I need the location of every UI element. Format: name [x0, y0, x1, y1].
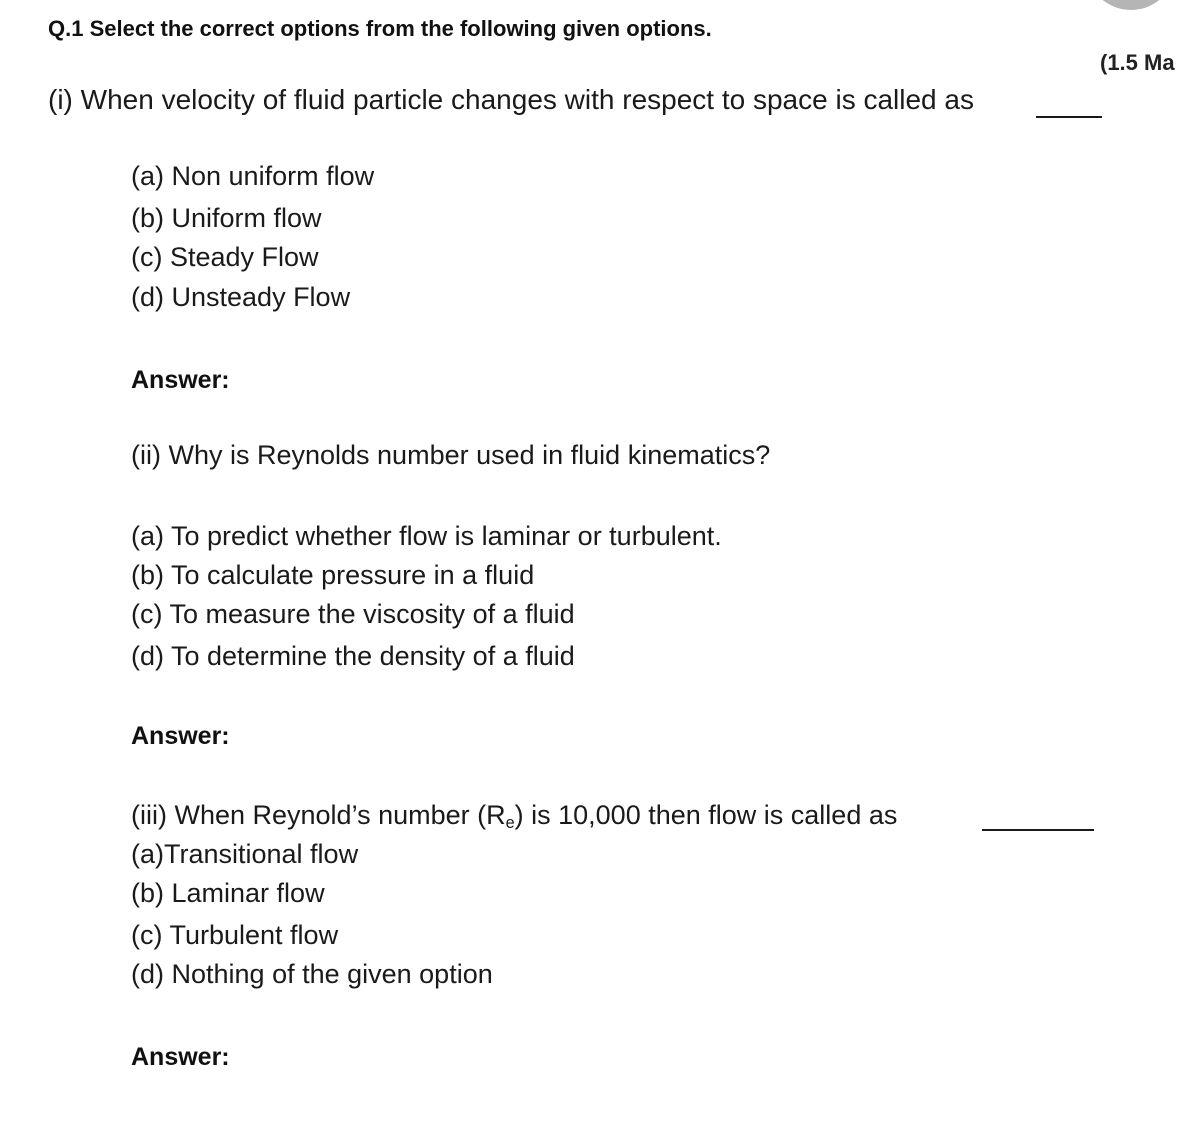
section-heading: Q.1 Select the correct options from the following given options. — [48, 16, 712, 41]
question-1-stem: (i) When velocity of fluid particle changes with respect to space is called as — [48, 84, 974, 115]
question-3-blank — [982, 829, 1094, 831]
question-1-option-b: (b) Uniform flow — [131, 203, 322, 233]
marks-label: (1.5 Ma — [1100, 50, 1175, 75]
question-1-option-c: (c) Steady Flow — [131, 242, 319, 272]
question-3-stem-prefix: (iii) When Reynold’s number (R — [131, 800, 506, 830]
question-3-option-b: (b) Laminar flow — [131, 878, 325, 908]
question-3-option-c: (c) Turbulent flow — [131, 920, 339, 950]
question-3-stem-subscript: e — [505, 814, 515, 832]
corner-decoration — [1086, 0, 1176, 10]
question-3-stem-suffix: ) is 10,000 then flow is called as — [514, 800, 898, 830]
question-2-option-b: (b) To calculate pressure in a fluid — [131, 560, 535, 590]
question-1-answer-label: Answer: — [131, 366, 230, 394]
question-2-option-a: (a) To predict whether flow is laminar or turbulent. — [131, 521, 722, 551]
question-2-option-d: (d) To determine the density of a fluid — [131, 641, 575, 671]
question-2-option-c: (c) To measure the viscosity of a fluid — [131, 599, 575, 629]
question-2-answer-label: Answer: — [131, 722, 230, 750]
question-1-option-a: (a) Non uniform flow — [131, 161, 375, 191]
question-1-option-d: (d) Unsteady Flow — [131, 282, 351, 312]
question-3-option-d: (d) Nothing of the given option — [131, 959, 493, 989]
question-3-stem — [131, 802, 897, 831]
question-2-stem: (ii) Why is Reynolds number used in fluid kinematics? — [131, 440, 771, 470]
question-1-blank — [1036, 116, 1102, 118]
question-3-option-a: (a)Transitional flow — [131, 839, 359, 869]
question-3-answer-label: Answer: — [131, 1043, 230, 1071]
